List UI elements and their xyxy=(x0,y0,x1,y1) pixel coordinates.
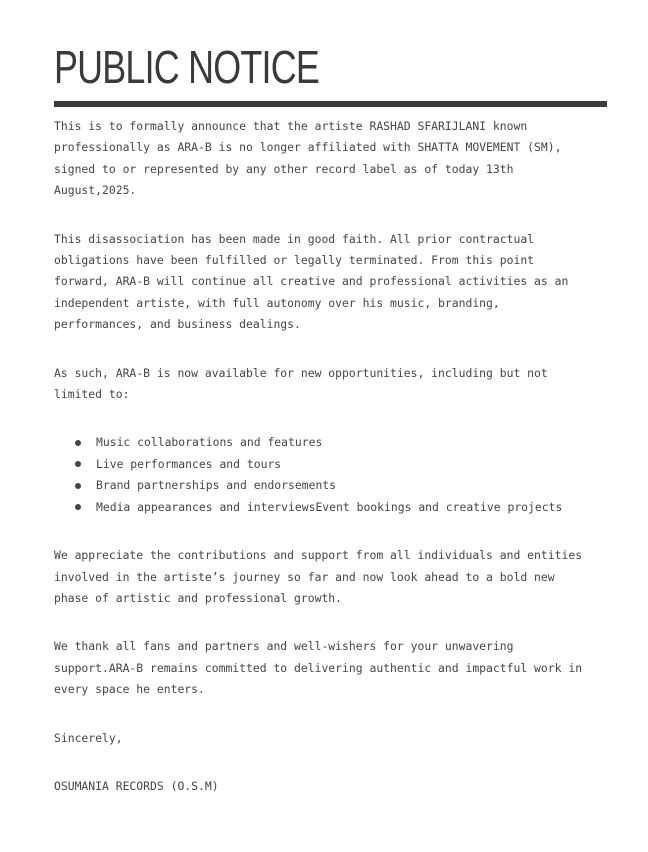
bullet-icon xyxy=(75,440,81,446)
list-item-text: Brand partnerships and endorsements xyxy=(96,478,337,493)
notice-body xyxy=(54,116,614,824)
page-title: PUBLIC NOTICE xyxy=(54,41,319,93)
list-item-text: Media appearances and interviewsEvent bookings and creative projects xyxy=(96,499,563,514)
list-item xyxy=(54,475,614,496)
list-item-text: Music collaborations and features xyxy=(96,435,323,450)
paragraph-disassociation: This disassociation has been made in good faith. All prior contractual obligations have been fulfilled or legally terminated. From this point forward, ARA-B will continue all creative and professional activities as an independent artiste, with full autonomy over his music, branding, performances, and business dealings. xyxy=(54,231,569,332)
bullet-icon xyxy=(75,504,81,510)
paragraph-availability: As such, ARA-B is now available for new opportunities, including but not limited to: xyxy=(54,365,548,402)
opportunities-list xyxy=(54,432,614,518)
list-item-text: Live performances and tours xyxy=(96,456,282,471)
title-divider xyxy=(54,101,607,107)
bullet-icon xyxy=(75,483,81,489)
closing-salutation: Sincerely, xyxy=(54,730,123,745)
list-item xyxy=(54,454,614,475)
bullet-icon xyxy=(75,461,81,467)
list-item xyxy=(54,497,614,518)
list-item xyxy=(54,432,614,453)
paragraph-thanks: We thank all fans and partners and well-wishers for your unwavering support.ARA-B remains committed to delivering authentic and impactful work in every space he enters. xyxy=(54,639,583,697)
signatory: OSUMANIA RECORDS (O.S.M) xyxy=(54,778,219,793)
paragraph-appreciation: We appreciate the contributions and support from all individuals and entities involved in the artiste’s journey so far and now look ahead to a bold new phase of artistic and professional growth. xyxy=(54,548,583,605)
paragraph-announcement: This is to formally announce that the artiste RASHAD SFARIJLANI known professionally as ARA-B is no longer affiliated with SHATTA MOVEMENT (SM), signed to or represented by any other record label as of today 13th August,2025. xyxy=(54,119,562,198)
